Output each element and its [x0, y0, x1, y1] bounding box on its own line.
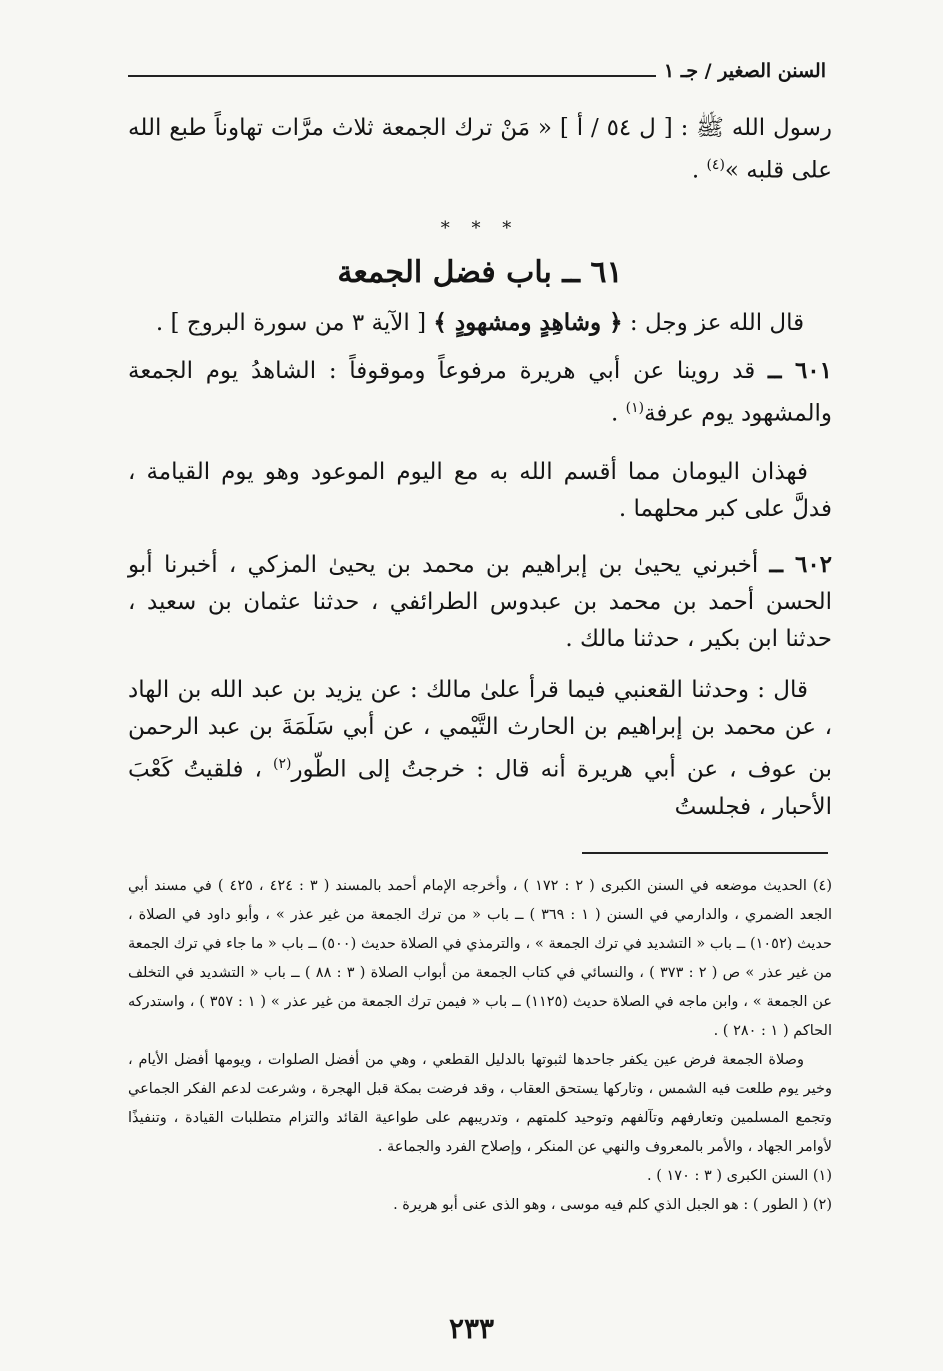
verse-prefix: قال الله عز وجل :	[629, 309, 805, 336]
verse-quote: ﴿ وشاهِدٍ ومشهودٍ ﴾	[433, 308, 623, 336]
header-title: السنن الصغير / جـ ١	[663, 60, 826, 82]
footnote-4: (٤) الحديث موضعه في السنن الكبرى ( ٢ : ١٧٢ ) ، وأخرجه الإمام أحمد بالمسند ( ٣ : ٤٢٤ ، ٤٢٥ ) في مسند أبي الجعد الضمري ، والدارمي في السنن ( ١ : ٣٦٩ ) ــ باب « من ترك الجمعة من غير عذر » ، وأبو داود في الصلاة ، حديث (١٠٥٢) ــ باب « التشديد في ترك الجمعة » ، والترمذي في الصلاة حديث (٥٠٠) ــ باب « ما جاء في ترك الجمعة من غير عذر » ص ( ٢ : ٣٧٣ ) ، والنسائي في كتاب الجمعة من أبواب الصلاة ( ٣ : ٨٨ ) ــ باب « التشديد في التخلف عن الجمعة » ، وابن ماجه في الصلاة حديث (١١٢٥) ــ باب « فيمن ترك الجمعة من غير عذر » ( ١ : ٣٥٧ ) ، واستدركه الحاكم ( ١ : ٢٨٠ ) .	[128, 878, 833, 1039]
footnote-separator	[582, 852, 828, 854]
hadith-number: ٦٠٢ ــ	[769, 551, 833, 579]
narration-text: قال : وحدثنا القعنبي فيما قرأ علىٰ مالك : عن يزيد بن عبد الله بن الهاد ، عن محمد بن إبراهيم بن الحارث التَّيْمي ، عن أبي سَلَمَةَ بن عبد الرحمن بن عوف ، عن أبي هريرة أنه قال : خرجتُ إلى الطّور	[128, 677, 832, 783]
footnote-ref: (٤)	[706, 157, 725, 173]
verse-line	[128, 304, 832, 342]
footnotes	[128, 872, 832, 1220]
narration-paragraph	[128, 672, 832, 826]
hadith-601	[128, 352, 832, 433]
hadith-text: أخبرني يحيىٰ بن إبراهيم بن محمد بن يحيىٰ المزكي ، أخبرنا أبو الحسن أحمد بن محمد بن عبدوس الطرائفي ، حدثنا عثمان بن سعيد ، حدثنا ابن بكير ، حدثنا مالك .	[128, 552, 832, 653]
running-header	[128, 58, 828, 90]
verse-reference: [ الآية ٣ من سورة البروج ] .	[155, 309, 427, 336]
footnote-ref: (٢)	[272, 756, 292, 773]
footnote-2: (٢) ( الطور ) : هو الجبل الذي كلم فيه موسى ، وهو الذى عنى أبو هريرة .	[393, 1197, 832, 1213]
hadith-602	[128, 546, 832, 658]
footnote-1: (١) السنن الكبرى ( ٣ : ١٧٠ ) .	[647, 1168, 832, 1184]
section-separator: * * *	[440, 217, 520, 239]
hadith-end: .	[610, 400, 626, 427]
hadith-text: قد روينا عن أبي هريرة مرفوعاً وموقوفاً : الشاهدُ يوم الجمعة والمشهود يوم عرفة	[128, 357, 832, 427]
continuation-text: رسول الله ﷺ : [ ل ٥٤ / أ ] « مَنْ ترك الجمعة ثلاث مرَّات تهاوناً طبع الله على قلبه »	[128, 115, 833, 184]
continuation-end: .	[691, 157, 707, 184]
main-text	[128, 110, 832, 826]
footnote-4-continued: وصلاة الجمعة فرض عين يكفر جاحدها لثبوتها بالدليل القطعي ، وهي من أفضل الصلوات ، ويومها أفضل الأيام ، وخير يوم طلعت فيه الشمس ، وتاركها يستحق العقاب ، وقد فرضت بمكة قبل الهجرة ، وشرعت لدعم الفكر الجماعي وتجمع المسلمين وتعارفهم وتآلفهم وتوحيد كلمتهم ، وتدريبهم على طواعية القائد والتزام متطلبات القيادة ، وتنفيذًا لأوامر الجهاد ، والأمر بالمعروف والنهي عن المنكر ، وإصلاح الفرد والجماعة .	[128, 1052, 832, 1155]
header-rule	[128, 75, 656, 77]
commentary-paragraph: فهذان اليومان مما أقسم الله به مع اليوم الموعود وهو يوم القيامة ، فدلَّ على كبر محلهما .	[128, 459, 832, 523]
narration-end: ، فلقيتُ كَعْبَ الأحبار ، فجلستُ	[128, 756, 832, 820]
chapter-title: ٦١ ــ باب فضل الجمعة	[337, 254, 623, 290]
continuation-paragraph	[128, 110, 832, 190]
footnote-ref: (١)	[625, 399, 645, 416]
page-number: ٢٣٣	[448, 1312, 495, 1345]
hadith-number: ٦٠١ ــ	[768, 356, 832, 384]
